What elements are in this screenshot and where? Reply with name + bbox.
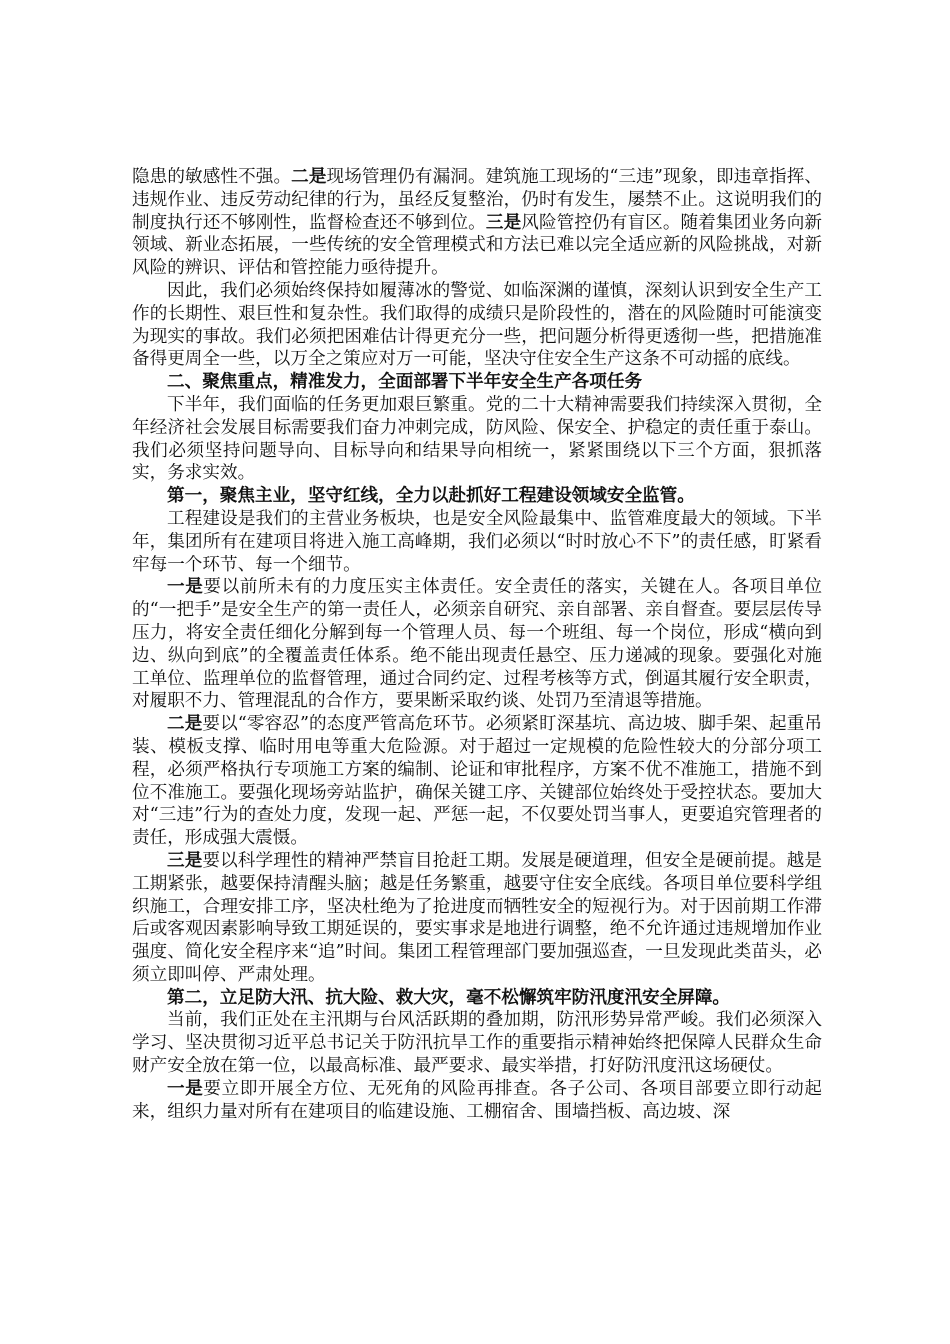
- text-run: 第一，聚焦主业，坚守红线，全力以赴抓好工程建设领域安全监管。: [167, 485, 695, 507]
- section-heading: [132, 485, 822, 508]
- bold-run: 一是: [167, 576, 204, 598]
- body-paragraph: [132, 1009, 822, 1077]
- text-run: 工程建设是我们的主营业务板块，也是安全风险最集中、监管难度最大的领域。下半年，集团所有在建项目将进入施工高峰期，我们必须以“时时放心不下”的责任感，盯紧看牢每一个环节、每一个细节。: [132, 508, 822, 575]
- text-run: 第二，立足防大汛、抗大险、救大灾，毫不松懈筑牢防汛度汛安全屏障。: [167, 986, 731, 1008]
- bold-run: 二是: [167, 713, 203, 735]
- text-run: 因此，我们必须始终保持如履薄冰的警觉、如临深渊的谨慎，深刻认识到安全生产工作的长期性、艰巨性和复杂性。我们取得的成绩只是阶段性的，潜在的风险随时可能演变为现实的事故。我们必须把困难估计得更充分一些，把问题分析得更透彻一些，把措施准备得更周全一些，以万全之策应对万一可能，坚决守住安全生产这条不可动摇的底线。: [132, 280, 822, 370]
- text-run: 风险管控仍有盲区。随着集团业务向新领域、新业态拓展，一些传统的安全管理模式和方法已难以完全适应新的风险挑战，对新风险的辨识、评估和管控能力亟待提升。: [132, 212, 822, 279]
- text-run: 要立即开展全方位、无死角的风险再排查。各子公司、各项目部要立即行动起来，组织力量对所有在建项目的临建设施、工棚宿舍、围墙挡板、高边坡、深: [132, 1078, 822, 1122]
- body-paragraph: [132, 166, 822, 280]
- section-heading: [132, 371, 822, 394]
- section-heading: [132, 987, 822, 1010]
- body-paragraph: [132, 1078, 822, 1124]
- bold-run: 一是: [167, 1077, 204, 1099]
- body-paragraph: [132, 850, 822, 987]
- bold-run: 三是: [485, 211, 522, 233]
- text-run: 要以前所未有的力度压实主体责任。安全责任的落实，关键在人。各项目单位的“一把手”是安全生产的第一责任人，必须亲自研究、亲自部署、亲自督查。要层层传导压力，将安全责任细化分解到每一个管理人员、每一个班组、每一个岗位，形成“横向到边、纵向到底”的全覆盖责任体系。绝不能出现责任悬空、压力递减的现象。要强化对施工单位、监理单位的监督管理，通过合同约定、过程考核等方式，倒逼其履行安全职责，对履职不力、管理混乱的合作方，要果断采取约谈、处罚乃至清退等措施。: [132, 577, 822, 712]
- text-run: 要以“零容忍”的态度严管高危环节。必须紧盯深基坑、高边坡、脚手架、起重吊装、模板支撑、临时用电等重大危险源。对于超过一定规模的危险性较大的分部分项工程，必须严格执行专项施工方案的编制、论证和审批程序，方案不优不准施工，措施不到位不准施工。要强化现场旁站监护，确保关键工序、关键部位始终处于受控状态。要加大对“三违”行为的查处力度，发现一起、严惩一起，不仅要处罚当事人，更要追究管理者的责任，形成强大震慑。: [132, 714, 822, 849]
- body-paragraph: [132, 713, 822, 850]
- bold-run: 二是: [291, 166, 327, 187]
- body-paragraph: [132, 394, 822, 485]
- body-paragraph: [132, 576, 822, 713]
- text-run: 隐患的敏感性不强。: [132, 167, 292, 187]
- text-run: 现场管理仍有漏洞。建筑施工现场的“三违”现象，即违章指挥、违规作业、违反劳动纪律的行为，虽经反复整治，仍时有发生，屡禁不止。这说明我们的制度执行还不够刚性，监督检查还不够到位。: [132, 167, 822, 233]
- body-paragraph: [132, 508, 822, 576]
- bold-run: 三是: [167, 849, 203, 871]
- text-run: 下半年，我们面临的任务更加艰巨繁重。党的二十大精神需要我们持续深入贯彻，全年经济社会发展目标需要我们奋力冲刺完成，防风险、保安全、护稳定的责任重于泰山。我们必须坚持问题导向、目标导向和结果导向相统一，紧紧围绕以下三个方面，狠抓落实，务求实效。: [132, 394, 822, 484]
- body-paragraph: [132, 280, 822, 371]
- text-run: 当前，我们正处在主汛期与台风活跃期的叠加期，防汛形势异常严峻。我们必须深入学习、坚决贯彻习近平总书记关于防汛抗旱工作的重要指示精神始终把保障人民群众生命财产安全放在第一位，以最高标准、最严要求、最实举措，打好防汛度汛这场硬仗。: [132, 1010, 822, 1077]
- text-run: 要以科学理性的精神严禁盲目抢赶工期。发展是硬道理，但安全是硬前提。越是工期紧张，越要保持清醒头脑；越是任务繁重，越要守住安全底线。各项目单位要科学组织施工，合理安排工序，坚决杜绝为了抢进度而牺牲安全的短视行为。对于因前期工作滞后或客观因素影响导致工期延误的，要实事求是地进行调整，绝不允许通过违规增加作业强度、简化安全程序来“追”时间。集团工程管理部门要加强巡查，一旦发现此类苗头，必须立即叫停、严肃处理。: [132, 850, 822, 985]
- document-page: [132, 166, 822, 1123]
- text-run: 二、聚焦重点，精准发力，全面部署下半年安全生产各项任务: [167, 371, 643, 393]
